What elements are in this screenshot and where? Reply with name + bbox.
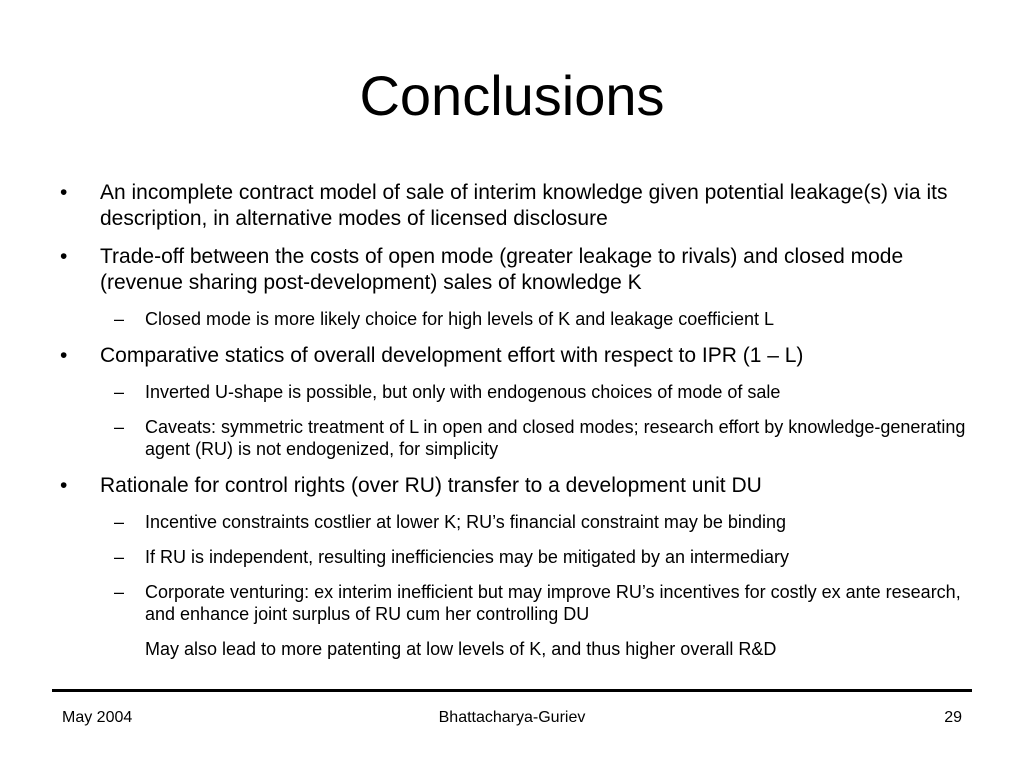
sub-bullet-marker: – xyxy=(114,582,125,602)
footer-page-number: 29 xyxy=(944,709,962,726)
sub-bullet-item xyxy=(60,416,980,460)
slide-title: Conclusions xyxy=(359,64,665,127)
sub-bullet-marker: – xyxy=(114,547,125,567)
bullet-item xyxy=(60,343,980,369)
sub-bullet-item xyxy=(60,308,980,330)
bullet-marker: • xyxy=(60,181,68,204)
bullet-text: Trade-off between the costs of open mode (greater leakage to rivals) and closed mode (revenue sharing post-development) sales of knowledge K xyxy=(100,245,904,294)
sub-bullet-text: Incentive constraints costlier at lower K; RU’s financial constraint may be binding xyxy=(145,512,786,532)
continuation-text: May also lead to more patenting at low levels of K, and thus higher overall R&D xyxy=(145,639,777,659)
bullet-item xyxy=(60,473,980,499)
sub-bullet-text: If RU is independent, resulting inefficiencies may be mitigated by an intermediary xyxy=(145,547,790,567)
bullet-marker: • xyxy=(60,245,68,268)
sub-bullet-marker: – xyxy=(114,309,125,329)
footer-authors: Bhattacharya-Guriev xyxy=(438,709,586,726)
bullet-item xyxy=(60,180,980,232)
sub-bullet-text: Corporate venturing: ex interim inefficient but may improve RU’s incentives for costly ex ante research, and enhance joint surplus of RU cum her controlling DU xyxy=(145,582,961,624)
sub-bullet-item xyxy=(60,381,980,403)
bullet-text: Rationale for control rights (over RU) transfer to a development unit DU xyxy=(100,474,762,497)
sub-bullet-marker: – xyxy=(114,382,125,402)
sub-bullet-marker: – xyxy=(114,417,125,437)
sub-bullet-text: Caveats: symmetric treatment of L in open and closed modes; research effort by knowledge-generating agent (RU) is not endogenized, for simplicity xyxy=(145,417,966,459)
sub-bullet-continuation xyxy=(60,638,980,660)
footer-divider xyxy=(52,689,972,692)
sub-bullet-text: Inverted U-shape is possible, but only with endogenous choices of mode of sale xyxy=(145,382,781,402)
bullet-marker: • xyxy=(60,344,68,367)
sub-bullet-marker: – xyxy=(114,512,125,532)
bullet-item xyxy=(60,244,980,296)
slide-content xyxy=(60,180,980,670)
bullet-marker: • xyxy=(60,474,68,497)
bullet-text: An incomplete contract model of sale of interim knowledge given potential leakage(s) via its description, in alternative modes of licensed disclosure xyxy=(100,181,948,230)
sub-bullet-text: Closed mode is more likely choice for high levels of K and leakage coefficient L xyxy=(145,309,775,329)
footer-date: May 2004 xyxy=(62,709,133,726)
sub-bullet-item xyxy=(60,511,980,533)
sub-bullet-item xyxy=(60,546,980,568)
sub-bullet-item xyxy=(60,581,980,625)
bullet-text: Comparative statics of overall development effort with respect to IPR (1 – L) xyxy=(100,344,804,367)
